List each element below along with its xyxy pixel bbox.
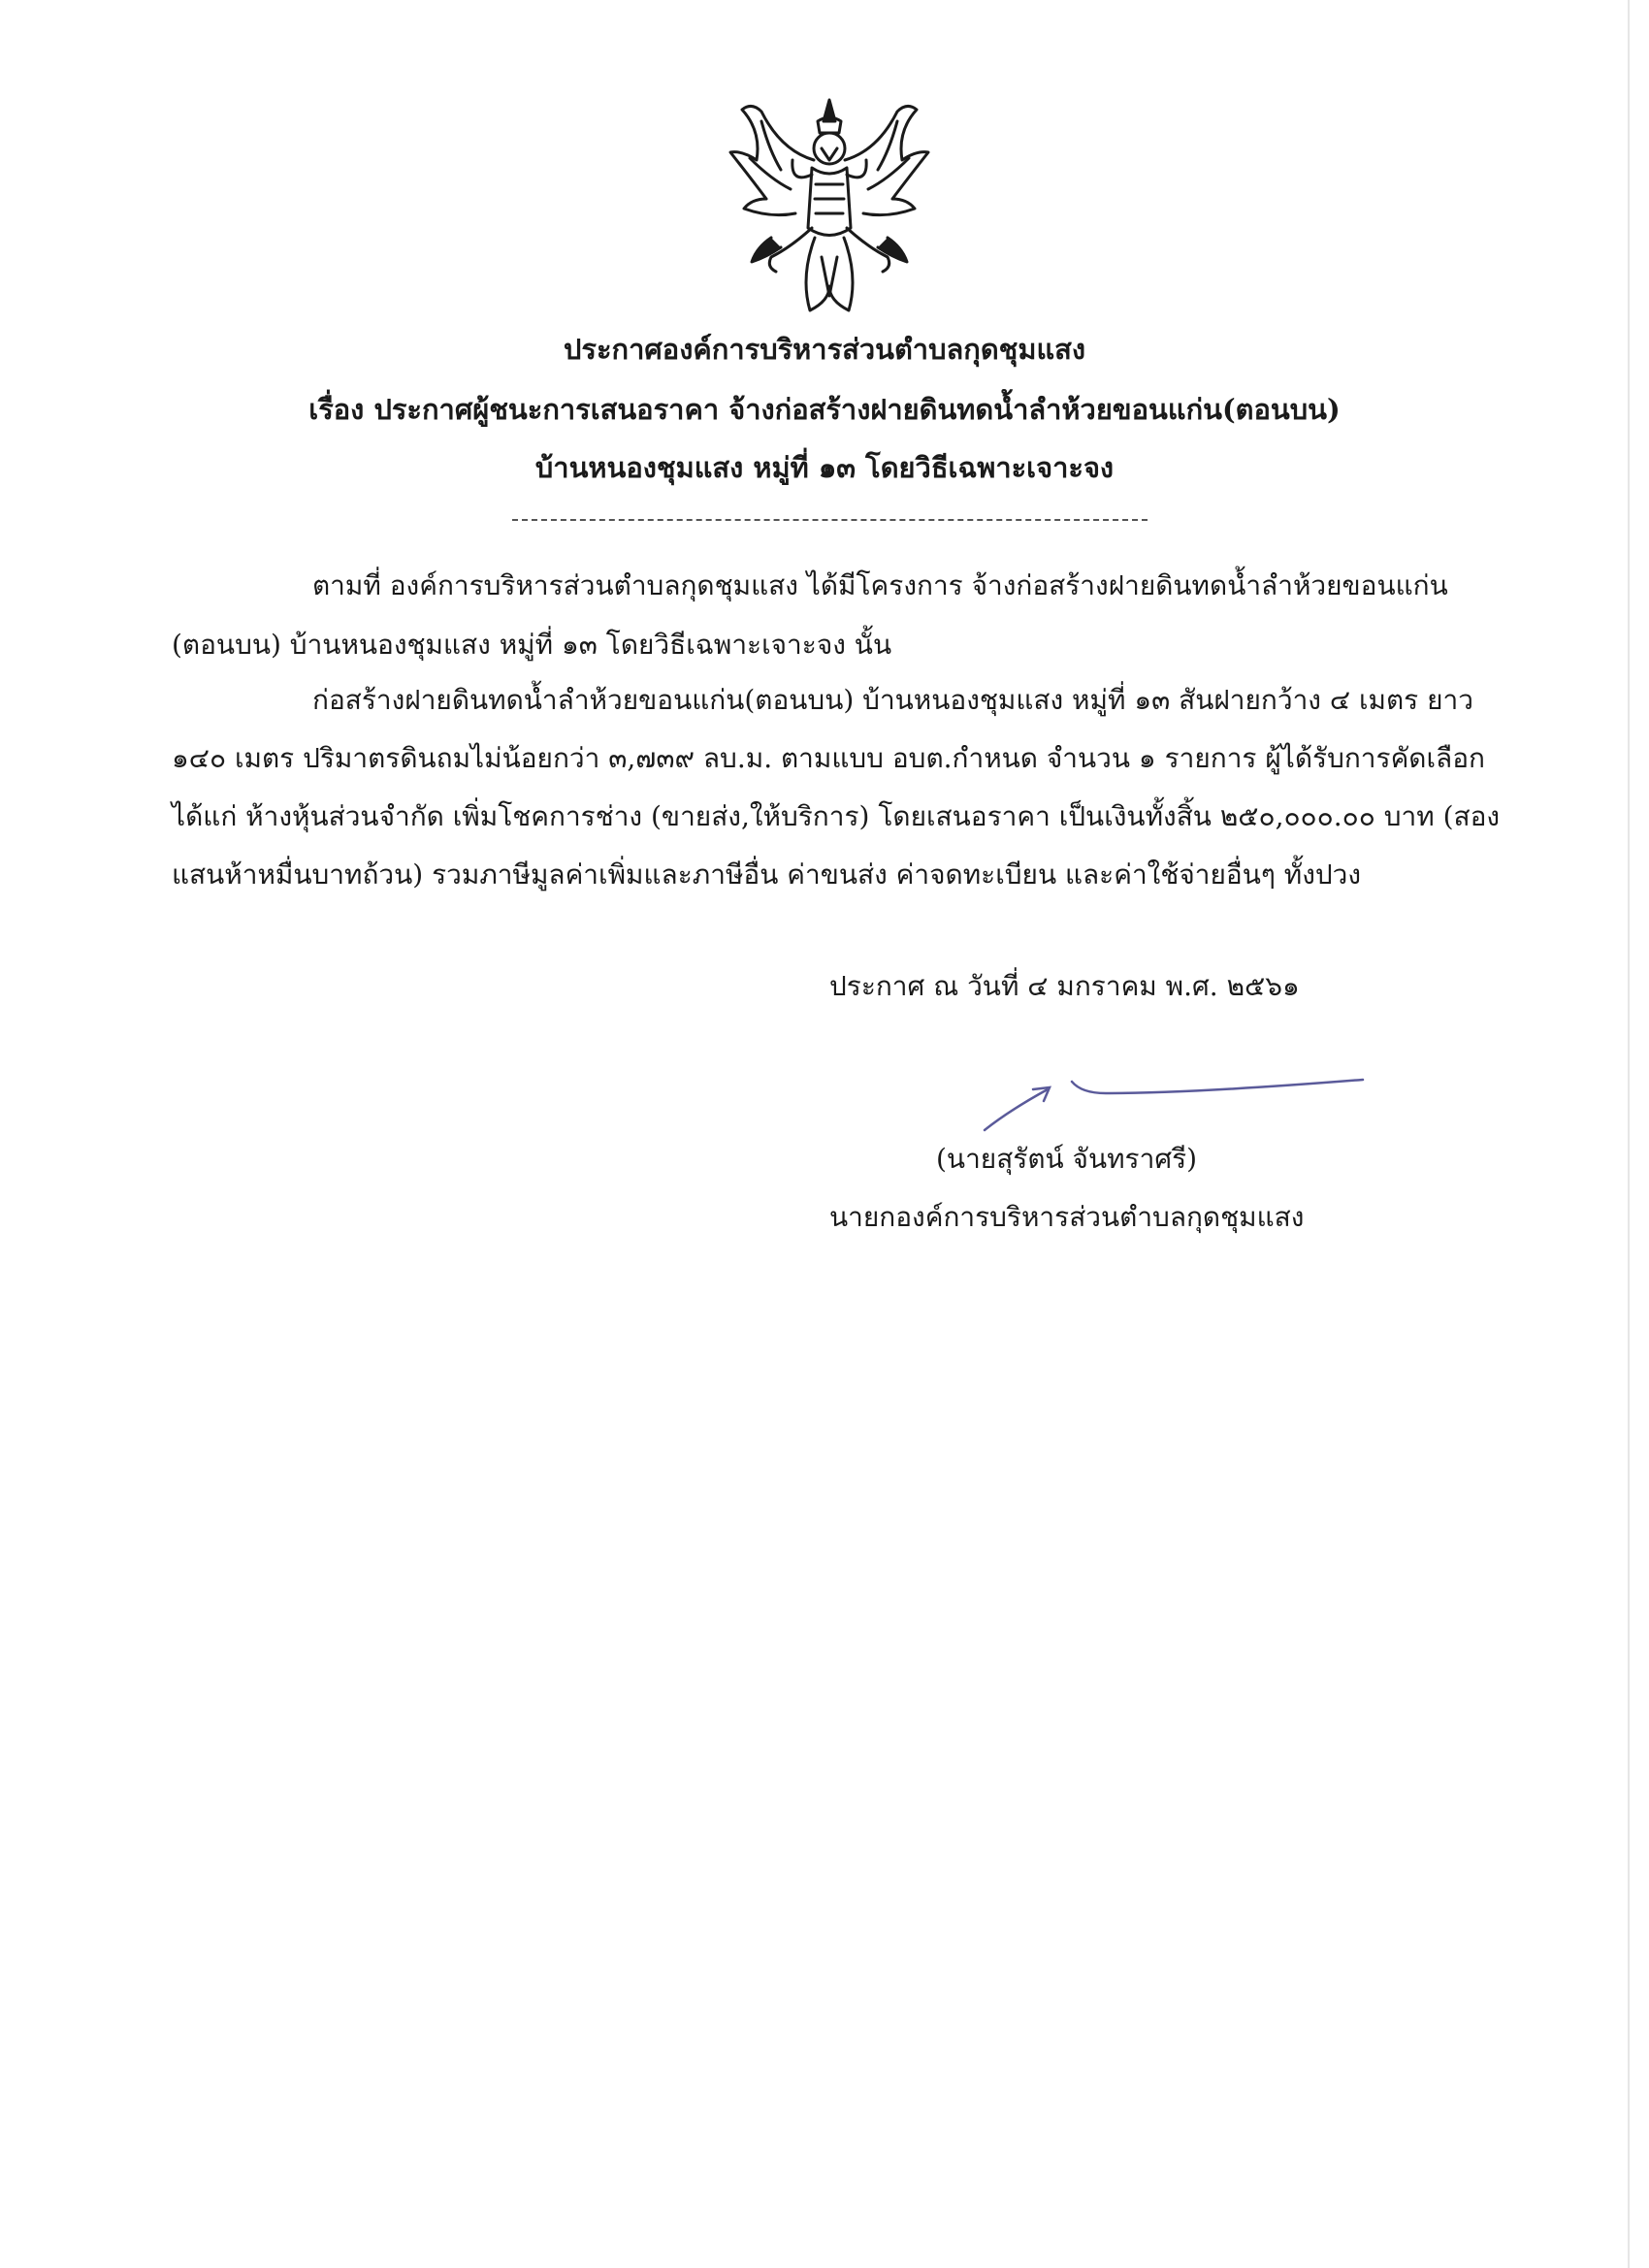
heading-subject: เรื่อง ประกาศผู้ชนะการเสนอราคา จ้างก่อสร้างฝายดินทดน้ำลำห้วยขอนแก่น(ตอนบน) <box>308 393 1341 426</box>
paragraph-line: (ตอนบน) บ้านหนองชุมแสง หมู่ที่ ๑๓ โดยวิธีเฉพาะเจาะจง นั้น <box>172 629 892 661</box>
paragraph-line: ๑๔๐ เมตร ปริมาตรดินถมไม่น้อยกว่า ๓,๗๓๙ ลบ.ม. ตามแบบ อบต.กำหนด จำนวน ๑ รายการ ผู้ได้รับการคัดเลือก <box>172 742 1485 774</box>
signatory-position: นายกองค์การบริหารส่วนตำบลกุดชุมแสง <box>829 1201 1305 1233</box>
scan-edge <box>1628 0 1630 2268</box>
paragraph-line: ตามที่ องค์การบริหารส่วนตำบลกุดชุมแสง ได้มีโครงการ จ้างก่อสร้างฝายดินทดน้ำลำห้วยขอนแก่น <box>312 569 1448 601</box>
signatory-name: (นายสุรัตน์ จันทราศรี) <box>936 1143 1198 1175</box>
garuda-emblem-icon <box>723 92 936 325</box>
paragraph-line: ก่อสร้างฝายดินทดน้ำลำห้วยขอนแก่น(ตอนบน) บ้านหนองชุมแสง หมู่ที่ ๑๓ สันฝายกว้าง ๔ เมตร ยาว <box>312 684 1473 716</box>
handwritten-signature-icon <box>980 1072 1368 1140</box>
heading-location: บ้านหนองชุมแสง หมู่ที่ ๑๓ โดยวิธีเฉพาะเจาะจง <box>534 451 1115 484</box>
paragraph-line: แสนห้าหมื่นบาทถ้วน) รวมภาษีมูลค่าเพิ่มและภาษีอื่น ค่าขนส่ง ค่าจดทะเบียน และค่าใช้จ่ายอื่นๆ ทั้งปวง <box>172 859 1362 891</box>
paragraph-line: ได้แก่ ห้างหุ้นส่วนจำกัด เพิ่มโชคการช่าง (ขายส่ง,ให้บริการ) โดยเสนอราคา เป็นเงินทั้งสิ้น ๒๕๐,๐๐๐.๐๐ บาท (สอง <box>172 800 1501 832</box>
heading-organization: ประกาศองค์การบริหารส่วนตำบลกุดชุมแสง <box>563 333 1085 366</box>
heading-divider <box>512 519 1148 521</box>
announcement-date: ประกาศ ณ วันที่ ๔ มกราคม พ.ศ. ๒๕๖๑ <box>829 970 1300 1002</box>
